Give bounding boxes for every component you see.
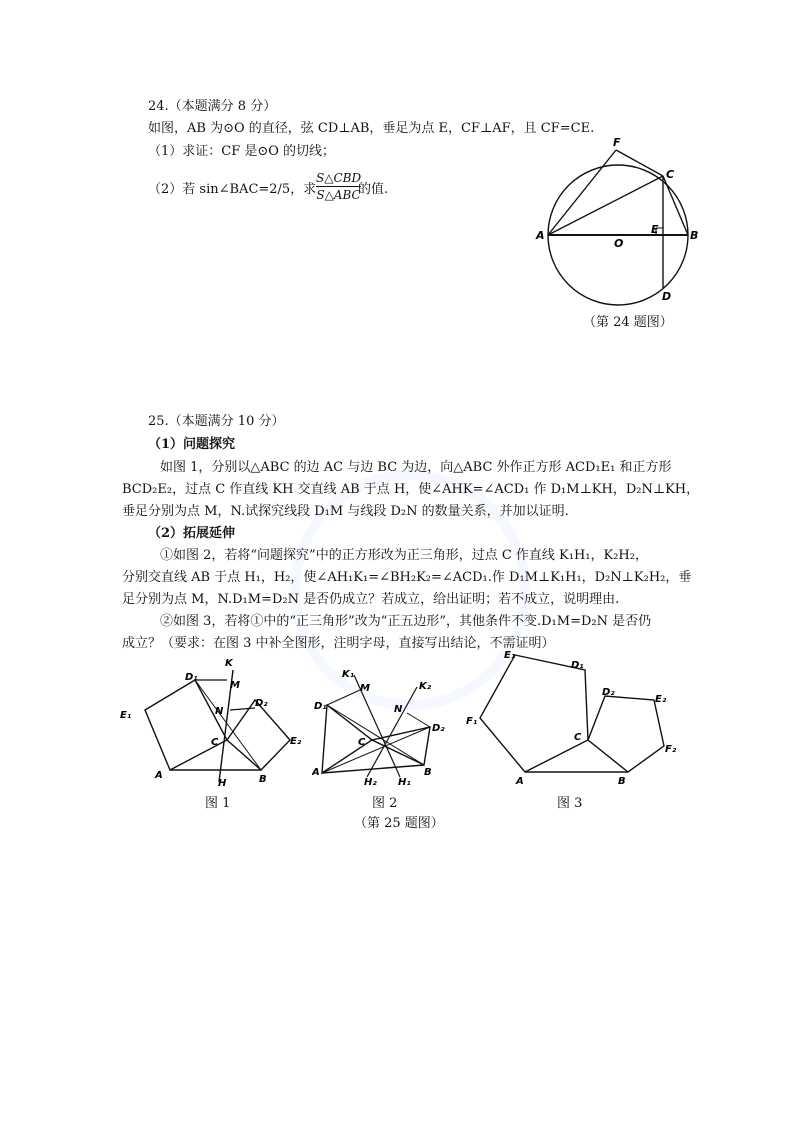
fig3-label-e2: E₂ xyxy=(655,694,667,705)
fig1-label-a: A xyxy=(155,770,163,781)
fig1-label-c: C xyxy=(211,737,219,748)
fig1-label-n: N xyxy=(215,706,224,717)
square-acd1e1 xyxy=(145,680,227,770)
label-b: B xyxy=(690,229,699,242)
segment-cb xyxy=(663,176,688,235)
q24-caption: （第 24 题图） xyxy=(583,315,673,330)
fig2-label-h1: H₁ xyxy=(398,777,411,788)
q24-circle-figure xyxy=(530,130,710,310)
fraction-denominator: S△ABC xyxy=(316,188,361,202)
q25-p2-line1: ①如图 2，若将“问题探究”中的正方形改为正三角形，过点 C 作直线 K₁H₁，K₂H₂， xyxy=(160,548,648,563)
square-bcd2e2 xyxy=(227,700,290,770)
label-o: O xyxy=(614,237,624,250)
segment-d2n xyxy=(407,713,430,727)
fig2-label-m: M xyxy=(360,683,370,694)
fig1-label-b: B xyxy=(259,774,267,785)
q24-part1: （1）求证：CF 是⊙O 的切线； xyxy=(148,144,336,159)
fig1-label-e1: E₁ xyxy=(120,710,132,721)
segment-d1b xyxy=(195,680,261,770)
label-a: A xyxy=(536,229,545,242)
fig2-label-c: C xyxy=(358,737,366,748)
fig3-label-c: C xyxy=(574,732,582,743)
q25-p1-line2: BCD₂E₂，过点 C 作直线 KH 交直线 AB 于点 H，使∠AHK=∠ACD₁ 作 D₁M⊥KH，D₂N⊥KH， xyxy=(122,482,700,497)
label-c: C xyxy=(666,168,675,181)
label-f: F xyxy=(613,136,621,149)
segment-af xyxy=(548,150,616,235)
fig2-label-h2: H₂ xyxy=(364,777,377,788)
fig3-label-d2: D₂ xyxy=(602,687,615,698)
segment-d1m xyxy=(327,690,360,705)
q25-p1-line3: 垂足分别为点 M，N.试探究线段 D₁M 与线段 D₂N 的数量关系，并加以证明. xyxy=(122,504,569,519)
q25-figure-3 xyxy=(460,640,690,790)
label-e: E xyxy=(651,223,659,236)
label-d: D xyxy=(662,290,672,303)
fig2-label-d2: D₂ xyxy=(432,723,445,734)
q25-figure-1 xyxy=(115,650,315,795)
fig1-label-k: K xyxy=(225,658,233,669)
fig1-label-h: H xyxy=(218,778,227,789)
fig3-label-a: A xyxy=(516,776,524,787)
q25-p2-line2: 分别交直线 AB 于点 H₁，H₂，使∠AH₁K₁=∠BH₂K₂=∠ACD₁.作 D₁M⊥K₁H₁，D₂N⊥K₂H₂，垂 xyxy=(122,570,692,585)
q25-section-2: （2）拓展延伸 xyxy=(148,526,236,541)
fig3-label-e1: E₁ xyxy=(504,650,516,661)
q25-section-1: （1）问题探究 xyxy=(148,437,236,452)
fig3-label-f1: F₁ xyxy=(466,716,478,727)
fig2-label-k2: K₂ xyxy=(419,681,432,692)
fig2-label-n: N xyxy=(394,704,403,715)
pentagon-left xyxy=(480,655,588,772)
q24-part2-prefix: （2）若 sin∠BAC=2/5，求 xyxy=(148,182,317,197)
q25-figure-2 xyxy=(312,655,462,790)
fig1-label-e2: E₂ xyxy=(290,736,302,747)
segment-d2n xyxy=(230,708,255,710)
fig2-caption: 图 2 xyxy=(372,796,398,811)
fig1-caption: 图 1 xyxy=(205,796,231,811)
q25-title: 25.（本题满分 10 分） xyxy=(148,414,285,429)
fig3-label-b: B xyxy=(618,776,626,787)
fig3-label-f2: F₂ xyxy=(665,744,677,755)
fig1-label-d2: D₂ xyxy=(255,698,268,709)
fraction-numerator: S△CBD xyxy=(316,171,362,185)
fig2-label-a: A xyxy=(312,767,320,778)
segment-fc xyxy=(616,150,663,176)
fig3-caption: 图 3 xyxy=(557,796,583,811)
q24-title: 24.（本题满分 8 分） xyxy=(148,99,277,114)
q25-p1-line1: 如图 1，分别以△ABC 的边 AC 与边 BC 为边，向△ABC 外作正方形 ACD₁E₁ 和正方形 xyxy=(160,460,672,475)
pentagon-right xyxy=(588,696,664,772)
fig2-label-k1: K₁ xyxy=(342,669,355,680)
q25-p2-line3: 足分别为点 M，N.D₁M=D₂N 是否仍成立？若成立，给出证明；若不成立，说明理由. xyxy=(122,592,620,607)
fig1-label-m: M xyxy=(230,680,240,691)
fig1-label-d1: D₁ xyxy=(185,672,198,683)
q25-caption: （第 25 题图） xyxy=(354,816,444,831)
fig3-label-d1: D₁ xyxy=(571,660,584,671)
segment-ac xyxy=(548,176,663,235)
q24-stem: 如图，AB 为⊙O 的直径，弦 CD⊥AB，垂足为点 E，CF⊥AF，且 CF=CE. xyxy=(148,121,595,136)
q24-area-fraction xyxy=(316,171,361,202)
fig2-label-b: B xyxy=(424,767,432,778)
q24-part2-suffix: 的值. xyxy=(358,182,389,197)
q25-p3-line1: ②如图 3，若将①中的“正三角形”改为“正五边形”，其他条件不变.D₁M=D₂N 是否仍 xyxy=(160,614,652,629)
triangle-bcd2 xyxy=(372,727,430,765)
q25-p3-line2: 成立？（要求：在图 3 中补全图形，注明字母，直接写出结论，不需证明） xyxy=(122,636,555,651)
fig2-label-d1: D₁ xyxy=(314,701,327,712)
